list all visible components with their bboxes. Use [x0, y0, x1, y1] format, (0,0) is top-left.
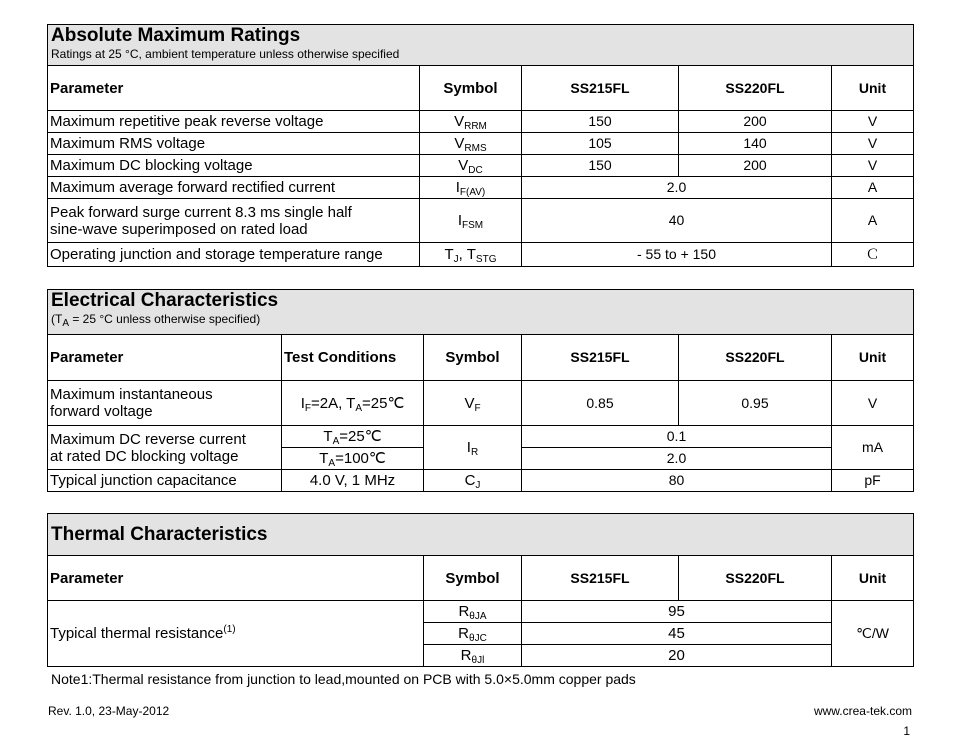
- amr-header-ss215fl: SS215FL: [522, 66, 679, 111]
- amr-value-ss220fl: 200: [679, 111, 832, 133]
- ec-title-cell: [48, 290, 914, 335]
- tc-param: Typical thermal resistance$^{(1)}$: [48, 601, 424, 667]
- amr-symbol: $T_J$, $T_{STG}$: [420, 243, 522, 267]
- page-number: 1: [903, 724, 910, 738]
- amr-param: Maximum repetitive peak reverse voltage: [48, 111, 420, 133]
- amr-param: Maximum DC blocking voltage: [48, 155, 420, 177]
- amr-symbol: $V_{RMS}$: [420, 133, 522, 155]
- amr-symbol: $I_{F(AV)}$: [420, 177, 522, 199]
- amr-param: Operating junction and storage temperature range: [48, 243, 420, 267]
- tc-title-cell: [48, 514, 914, 556]
- ec-value-merged: 0.1: [522, 426, 832, 448]
- thermal-note: Note1:Thermal resistance from junction to lead,mounted on PCB with 5.0×5.0mm copper pads: [51, 671, 636, 687]
- tc-value-merged: 95: [522, 601, 832, 623]
- tc-header-unit: Unit: [832, 556, 914, 601]
- absolute-maximum-ratings-table: [47, 24, 914, 267]
- amr-value-merged: 2.0: [522, 177, 832, 199]
- tc-symbol: $R_{\theta JC}$: [424, 623, 522, 645]
- ec-symbol: $V_F$: [424, 381, 522, 426]
- amr-unit: V: [832, 111, 914, 133]
- ec-unit: V: [832, 381, 914, 426]
- amr-symbol: $I_{FSM}$: [420, 199, 522, 243]
- ec-test-condition: $I_F=2A$, $T_A=25℃$: [282, 381, 424, 426]
- ec-unit: pF: [832, 470, 914, 492]
- tc-unit: ℃/W: [832, 601, 914, 667]
- ec-value-ss215fl: 0.85: [522, 381, 679, 426]
- amr-symbol: $V_{RRM}$: [420, 111, 522, 133]
- ec-param: Maximum instantaneous forward voltage: [48, 381, 282, 426]
- tc-symbol: $R_{\theta JA}$: [424, 601, 522, 623]
- amr-value-ss215fl: 105: [522, 133, 679, 155]
- ec-header-symbol: Symbol: [424, 335, 522, 381]
- ec-test-condition: $T_A=100℃$: [282, 448, 424, 470]
- amr-value-merged: 40: [522, 199, 832, 243]
- amr-param: Peak forward surge current 8.3 ms single half sine-wave superimposed on rated load: [48, 199, 420, 243]
- tc-header-symbol: Symbol: [424, 556, 522, 601]
- ec-param: Maximum DC reverse current at rated DC blocking voltage: [48, 426, 282, 470]
- amr-symbol: $V_{DC}$: [420, 155, 522, 177]
- ec-value-ss220fl: 0.95: [679, 381, 832, 426]
- ec-symbol: $I_R$: [424, 426, 522, 470]
- amr-title-cell: [48, 25, 914, 66]
- amr-unit: V: [832, 155, 914, 177]
- ec-header-ss220fl: SS220FL: [679, 335, 832, 381]
- tc-title: Thermal Characteristics: [51, 523, 268, 545]
- tc-header-parameter: Parameter: [48, 556, 424, 601]
- amr-header-parameter: Parameter: [48, 66, 420, 111]
- amr-unit: A: [832, 177, 914, 199]
- amr-value-merged: - 55 to + 150: [522, 243, 832, 267]
- ec-subtitle: ($T_A = 25$ °C unless otherwise specified): [51, 312, 261, 329]
- amr-header-symbol: Symbol: [420, 66, 522, 111]
- website-label: www.crea-tek.com: [813, 704, 912, 718]
- ec-test-condition: 4.0 V, 1 MHz: [282, 470, 424, 492]
- ec-value-merged: 80: [522, 470, 832, 492]
- ec-header-ss215fl: SS215FL: [522, 335, 679, 381]
- amr-param: Maximum RMS voltage: [48, 133, 420, 155]
- thermal-characteristics-table: [47, 513, 914, 667]
- amr-subtitle: Ratings at 25 °C, ambient temperature unless otherwise specified: [51, 47, 400, 61]
- ec-header-unit: Unit: [832, 335, 914, 381]
- amr-header-unit: Unit: [832, 66, 914, 111]
- ec-test-condition: $T_A=25℃$: [282, 426, 424, 448]
- amr-value-ss220fl: 200: [679, 155, 832, 177]
- amr-value-ss215fl: 150: [522, 111, 679, 133]
- amr-unit: V: [832, 133, 914, 155]
- amr-header-ss220fl: SS220FL: [679, 66, 832, 111]
- amr-unit: Ｃ: [832, 243, 914, 267]
- tc-value-merged: 20: [522, 645, 832, 667]
- ec-header-test-conditions: Test Conditions: [282, 335, 424, 381]
- revision-label: Rev. 1.0, 23-May-2012: [48, 704, 170, 718]
- ec-header-parameter: Parameter: [48, 335, 282, 381]
- tc-symbol: $R_{\theta Jl}$: [424, 645, 522, 667]
- tc-header-ss215fl: SS215FL: [522, 556, 679, 601]
- amr-title: Absolute Maximum Ratings: [51, 25, 301, 46]
- tc-value-merged: 45: [522, 623, 832, 645]
- amr-value-ss220fl: 140: [679, 133, 832, 155]
- tc-header-ss220fl: SS220FL: [679, 556, 832, 601]
- ec-title: Electrical Characteristics: [51, 290, 279, 311]
- ec-symbol: $C_J$: [424, 470, 522, 492]
- ec-value-merged: 2.0: [522, 448, 832, 470]
- amr-param: Maximum average forward rectified current: [48, 177, 420, 199]
- ec-param: Typical junction capacitance: [48, 470, 282, 492]
- electrical-characteristics-table: [47, 289, 914, 492]
- amr-unit: A: [832, 199, 914, 243]
- ec-unit: mA: [832, 426, 914, 470]
- amr-value-ss215fl: 150: [522, 155, 679, 177]
